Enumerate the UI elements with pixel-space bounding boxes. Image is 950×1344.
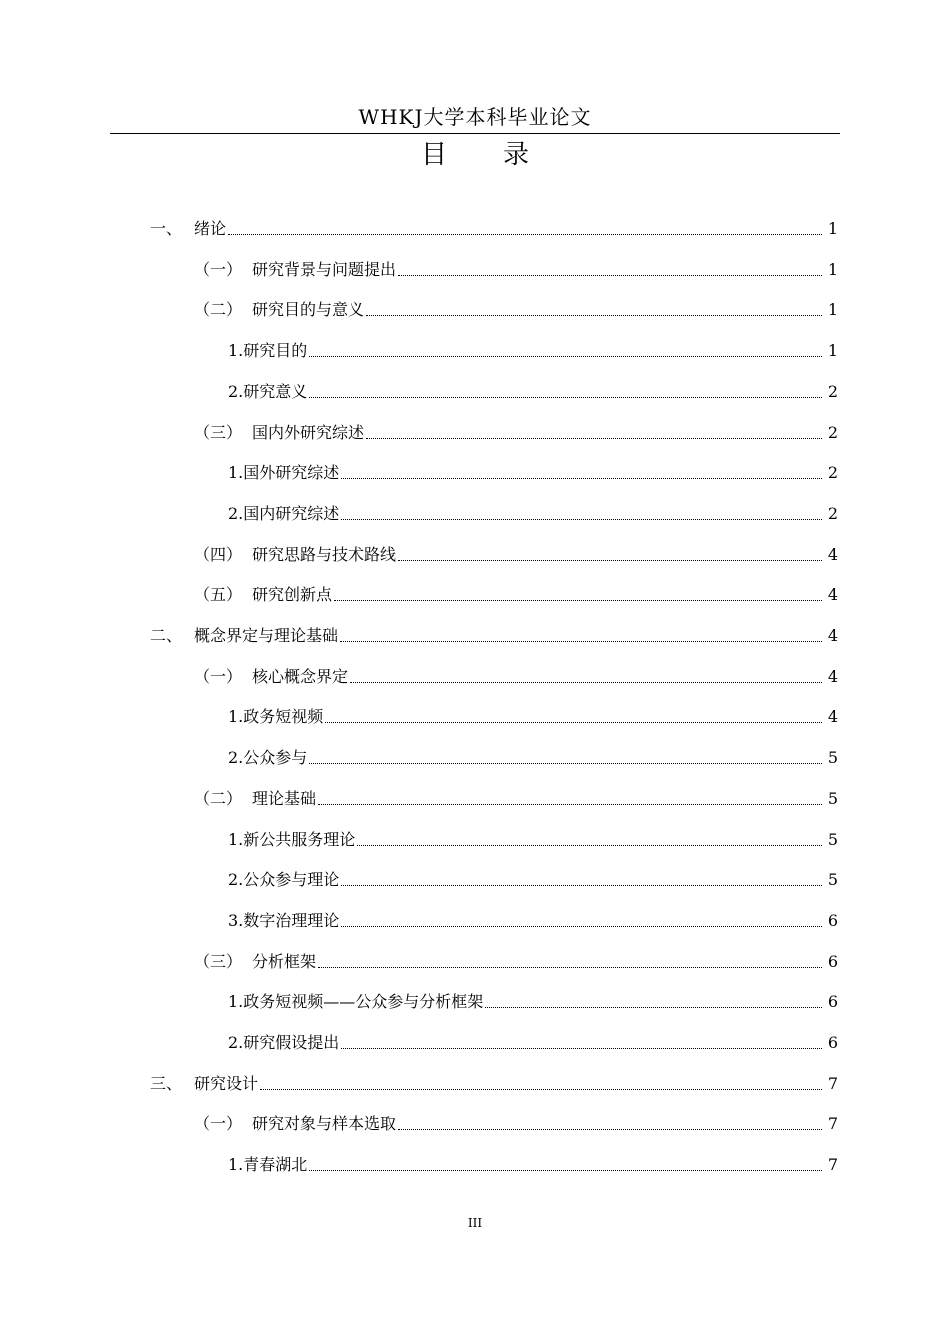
toc-entry-page: 1	[827, 219, 838, 238]
toc-entry-page: 4	[827, 667, 838, 686]
toc-entry-number: （四）	[194, 545, 243, 564]
toc-entry[interactable]	[194, 949, 838, 973]
header-rule	[110, 133, 840, 134]
toc-entry[interactable]	[228, 1152, 838, 1176]
toc-entry-page: 7	[827, 1114, 838, 1133]
dot-leader	[318, 967, 822, 968]
toc-entry-page: 4	[827, 545, 838, 564]
toc-entry-label: 2.国内研究综述	[228, 504, 340, 523]
toc-entry[interactable]	[228, 827, 838, 851]
dot-leader	[366, 438, 822, 439]
toc-entry-label: 研究对象与样本选取	[252, 1114, 397, 1133]
toc-entry-label: 国内外研究综述	[252, 423, 365, 442]
toc-entry[interactable]	[228, 989, 838, 1013]
dot-leader	[485, 1007, 822, 1008]
toc-entry-label: 研究创新点	[252, 585, 333, 604]
dot-leader	[309, 763, 822, 764]
toc-entry-number: 一、	[150, 219, 183, 238]
toc-entry-number: （三）	[194, 423, 243, 442]
toc-entry-page: 5	[827, 748, 838, 767]
toc-entry-number: 二、	[150, 626, 183, 645]
toc-entry-label: 1.政务短视频	[228, 707, 324, 726]
dot-leader	[398, 275, 822, 276]
toc-entry[interactable]	[194, 582, 838, 606]
toc-entry-page: 6	[827, 1033, 838, 1052]
toc-entry[interactable]	[194, 542, 838, 566]
toc-entry-page: 5	[827, 830, 838, 849]
dot-leader	[341, 885, 822, 886]
toc-entry-page: 2	[827, 504, 838, 523]
toc-title-char: 录	[503, 140, 530, 170]
toc-entry[interactable]	[150, 1071, 838, 1095]
toc-entry-page: 5	[827, 870, 838, 889]
toc-entry-page: 2	[827, 382, 838, 401]
toc-title-char: 目	[420, 140, 447, 170]
toc-entry-label: 2.公众参与	[228, 748, 308, 767]
toc-entry-page: 4	[827, 585, 838, 604]
toc-entry-label: 研究思路与技术路线	[252, 545, 397, 564]
toc-entry-label: 1.青春湖北	[228, 1155, 308, 1174]
dot-leader	[341, 1048, 822, 1049]
toc-entry[interactable]	[150, 216, 838, 240]
toc-entry-label: 分析框架	[252, 952, 317, 971]
toc-entry-label: 理论基础	[252, 789, 317, 808]
toc-entry[interactable]	[228, 867, 838, 891]
toc-entry-page: 4	[827, 626, 838, 645]
toc-entry-number: （五）	[194, 585, 243, 604]
toc-entry[interactable]	[150, 623, 838, 647]
dot-leader	[398, 560, 822, 561]
toc-entry-page: 1	[827, 300, 838, 319]
dot-leader	[366, 315, 822, 316]
toc-entry-page: 4	[827, 707, 838, 726]
toc-entry[interactable]	[228, 704, 838, 728]
dot-leader	[398, 1129, 822, 1130]
toc-entry-page: 2	[827, 423, 838, 442]
dot-leader	[350, 682, 822, 683]
dot-leader	[318, 804, 822, 805]
toc-entry[interactable]	[228, 379, 838, 403]
running-header: WHKJ大学本科毕业论文	[358, 105, 592, 129]
dot-leader	[309, 356, 822, 357]
dot-leader	[357, 845, 822, 846]
toc-entry-label: 2.研究意义	[228, 382, 308, 401]
toc-entry[interactable]	[228, 1030, 838, 1054]
toc-entry-label: 3.数字治理理论	[228, 911, 340, 930]
toc-entry-number: 三、	[150, 1074, 183, 1093]
toc-entry-page: 6	[827, 992, 838, 1011]
toc-entry-label: 研究目的与意义	[252, 300, 365, 319]
toc-entry-number: （二）	[194, 789, 243, 808]
toc-entry-label: 概念界定与理论基础	[194, 626, 339, 645]
toc-entry-number: （一）	[194, 667, 243, 686]
toc-entry-number: （一）	[194, 1114, 243, 1133]
dot-leader	[260, 1089, 822, 1090]
toc-entry-label: 1.研究目的	[228, 341, 308, 360]
toc-entry-label: 2.公众参与理论	[228, 870, 340, 889]
toc-entry-label: 研究设计	[194, 1074, 259, 1093]
toc-entry[interactable]	[194, 420, 838, 444]
toc-entry[interactable]	[228, 338, 838, 362]
toc-entry-page: 6	[827, 911, 838, 930]
toc-title	[0, 138, 950, 172]
toc-entry-page: 7	[827, 1155, 838, 1174]
toc-entry-label: 核心概念界定	[252, 667, 349, 686]
toc-entry-number: （二）	[194, 300, 243, 319]
toc-entry-label: 1.政务短视频——公众参与分析框架	[228, 992, 484, 1011]
toc-entry-label: 研究背景与问题提出	[252, 260, 397, 279]
toc-entry[interactable]	[194, 297, 838, 321]
footer-page-number: III	[467, 1216, 483, 1230]
toc-entry[interactable]	[228, 745, 838, 769]
toc-entry[interactable]	[228, 460, 838, 484]
toc-entry[interactable]	[228, 908, 838, 932]
toc-entry[interactable]	[228, 501, 838, 525]
toc-entry-label: 绪论	[194, 219, 227, 238]
dot-leader	[341, 478, 822, 479]
toc-entry-label: 1.新公共服务理论	[228, 830, 356, 849]
toc-entry[interactable]	[194, 257, 838, 281]
toc-entry-page: 5	[827, 789, 838, 808]
dot-leader	[309, 397, 822, 398]
dot-leader	[340, 641, 822, 642]
toc-entry[interactable]	[194, 664, 838, 688]
toc-entry[interactable]	[194, 786, 838, 810]
dot-leader	[228, 234, 822, 235]
dot-leader	[325, 722, 822, 723]
dot-leader	[309, 1170, 822, 1171]
dot-leader	[341, 519, 822, 520]
dot-leader	[334, 600, 822, 601]
toc-entry-number: （一）	[194, 260, 243, 279]
toc-entry[interactable]	[194, 1111, 838, 1135]
toc-entry-page: 1	[827, 341, 838, 360]
toc-entry-label: 1.国外研究综述	[228, 463, 340, 482]
toc-entry-page: 1	[827, 260, 838, 279]
toc-entry-label: 2.研究假设提出	[228, 1033, 340, 1052]
toc-entry-page: 6	[827, 952, 838, 971]
dot-leader	[341, 926, 822, 927]
toc-entry-number: （三）	[194, 952, 243, 971]
toc-entry-page: 2	[827, 463, 838, 482]
toc-entry-page: 7	[827, 1074, 838, 1093]
